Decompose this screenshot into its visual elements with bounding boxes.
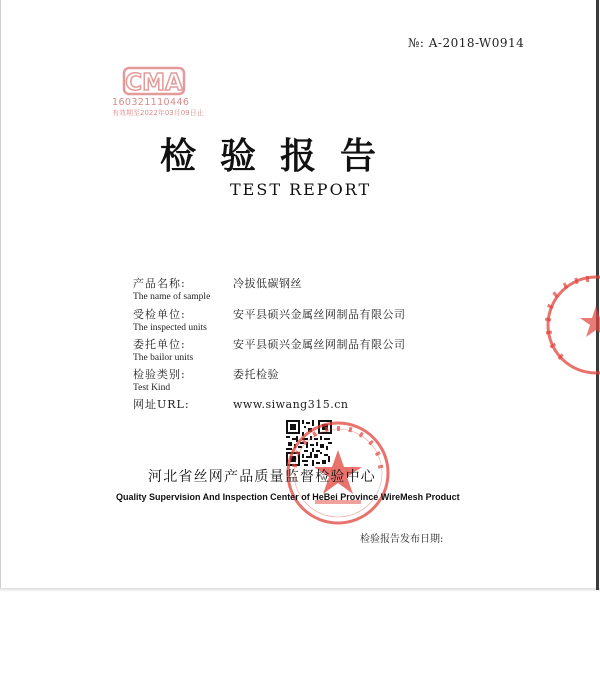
report-number-value: A-2018-W0914 (428, 36, 525, 50)
title-cn: 检验报告 (160, 135, 401, 177)
field-label-cn: 检验类别: (133, 368, 186, 381)
field-value-sample-name: 冷拔低碳钢丝 (233, 277, 302, 290)
field-inspected-unit (133, 306, 207, 333)
field-sample-name (133, 275, 210, 302)
field-url (133, 396, 190, 412)
title-en: TEST REPORT (230, 180, 372, 199)
field-label-en: The name of sample (133, 292, 211, 302)
field-label-cn: 产品名称: (133, 277, 186, 290)
field-label-cn: 受检单位: (133, 308, 186, 321)
cma-code: 160321110446 (112, 97, 190, 108)
field-value-url[interactable]: www.siwang315.cn (233, 398, 349, 411)
organization-name-en: Quality Supervision And Inspection Center of HeBei Province WireMesh Product (116, 492, 460, 502)
field-value-inspected-unit: 安平县硕兴金属丝网制品有限公司 (233, 308, 406, 321)
field-bailor-unit (133, 336, 193, 363)
field-value-test-kind: 委托检验 (233, 368, 279, 381)
field-value-bailor-unit: 安平县硕兴金属丝网制品有限公司 (233, 338, 406, 351)
field-label-en: The inspected units (133, 323, 207, 333)
field-label-en: The bailor units (133, 353, 194, 363)
field-label-en: Test Kind (133, 383, 171, 393)
organization-name-cn: 河北省丝网产品质量监督检验中心 (148, 469, 376, 485)
issue-date-label: 检验报告发布日期: (360, 534, 444, 545)
report-number (408, 36, 524, 50)
cma-expiry: 有效期至2022年03月09日止 (112, 109, 204, 117)
svg-text:CMA: CMA (125, 70, 183, 96)
field-label-cn: 委托单位: (133, 338, 186, 351)
report-number-label: №: (408, 36, 425, 50)
field-test-kind (133, 366, 186, 393)
sheet-shadow (0, 588, 600, 592)
field-label-cn: 网址URL: (133, 398, 190, 411)
partial-seal-icon (540, 270, 600, 380)
